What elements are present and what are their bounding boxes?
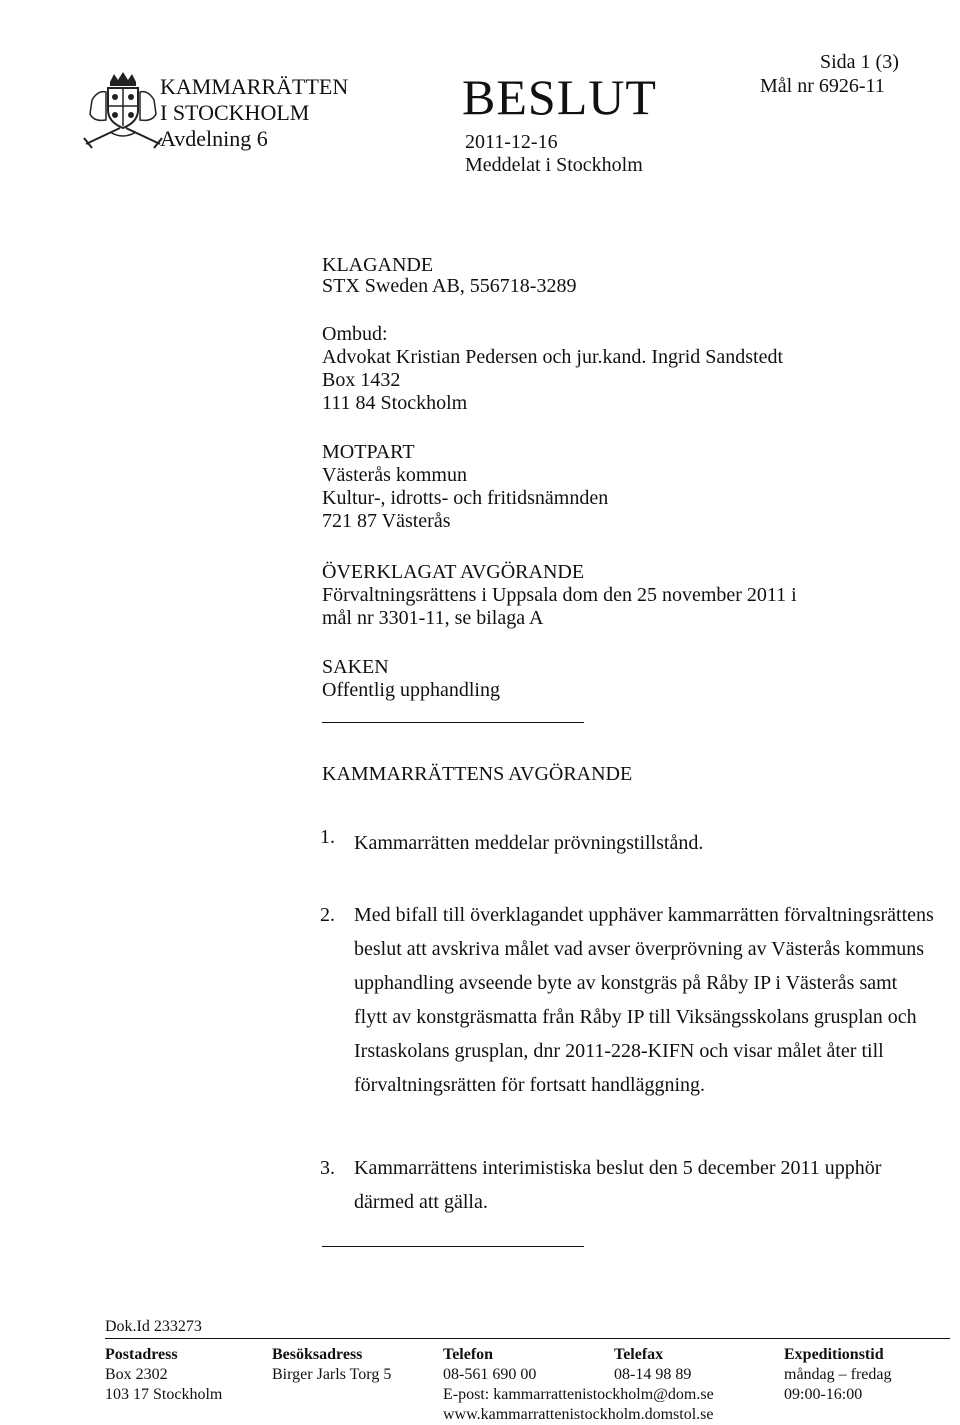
decision-item-line: Kammarrättens interimistiska beslut den 5 december 2011 upphör: [354, 1157, 882, 1179]
decision-item-number: 3.: [320, 1157, 335, 1179]
decision-item-line: upphandling avseende byte av konstgräs på Råby IP i Västerås samt: [354, 972, 898, 994]
ombud-name: Advokat Kristian Pedersen och jur.kand. Ingrid Sandstedt: [322, 346, 784, 368]
motpart-heading: MOTPART: [322, 441, 415, 463]
motpart-line3: 721 87 Västerås: [322, 510, 451, 532]
ombud-city: 111 84 Stockholm: [322, 392, 468, 414]
decision-item-line: Med bifall till överklagandet upphäver kammarrätten förvaltningsrättens: [354, 904, 934, 926]
footer-email: E-post: kammarrattenistockholm@dom.se: [443, 1386, 714, 1403]
closing-divider: [322, 1246, 584, 1247]
footer-postadress: [105, 1345, 222, 1405]
motpart-line2: Kultur-, idrotts- och fritidsnämnden: [322, 487, 609, 509]
document-type-title: BESLUT: [462, 69, 657, 125]
decision-item-line: Irstaskolans grusplan, dnr 2011-228-KIFN och visar målet åter till: [354, 1040, 884, 1062]
decision-item-line: förvaltningsrätten för fortsatt handläggning.: [354, 1074, 706, 1096]
footer-value: Box 2302: [105, 1366, 168, 1383]
ombud-box: Box 1432: [322, 369, 401, 391]
decision-date: 2011-12-16: [465, 131, 558, 153]
appealed-line2: mål nr 3301-11, se bilaga A: [322, 607, 544, 629]
document-id: Dok.Id 233273: [105, 1318, 202, 1335]
court-name-block: [160, 74, 348, 152]
decision-heading: KAMMARRÄTTENS AVGÖRANDE: [322, 763, 633, 785]
footer-value: 09:00-16:00: [784, 1386, 863, 1403]
decision-item-number: 1.: [320, 826, 335, 848]
section-divider: [322, 722, 584, 723]
footer-label: Telefax: [614, 1346, 664, 1363]
appealed-line1: Förvaltningsrättens i Uppsala dom den 25 november 2011 i: [322, 584, 797, 606]
footer-label: Postadress: [105, 1346, 178, 1363]
issued-place: Meddelat i Stockholm: [465, 154, 643, 176]
footer-website: www.kammarrattenistockholm.domstol.se: [443, 1406, 714, 1423]
klagande-heading: KLAGANDE: [322, 254, 434, 276]
motpart-line1: Västerås kommun: [322, 464, 467, 486]
court-name-line1: KAMMARRÄTTEN: [160, 74, 349, 99]
footer-label: Telefon: [443, 1346, 494, 1363]
ombud-label: Ombud:: [322, 323, 388, 345]
page-number: Sida 1 (3): [820, 51, 899, 73]
footer-value: 103 17 Stockholm: [105, 1386, 223, 1403]
decision-item-line: beslut att avskriva målet vad avser överprövning av Västerås kommuns: [354, 938, 925, 960]
klagande-name: STX Sweden AB, 556718-3289: [322, 275, 577, 297]
footer-telefax: [614, 1345, 691, 1385]
decision-item-line: Kammarrätten meddelar prövningstillstånd.: [354, 832, 704, 854]
footer-label: Expeditionstid: [784, 1346, 884, 1363]
court-name-line2: I STOCKHOLM: [160, 100, 310, 125]
court-division: Avdelning 6: [160, 126, 268, 151]
footer-value: 08-561 690 00: [443, 1366, 537, 1383]
matter-text: Offentlig upphandling: [322, 679, 500, 701]
decision-item-line: därmed att gälla.: [354, 1191, 488, 1213]
footer-value: måndag – fredag: [784, 1366, 892, 1383]
matter-heading: SAKEN: [322, 656, 389, 678]
decision-item-number: 2.: [320, 904, 335, 926]
footer-expeditionstid: [784, 1345, 892, 1405]
footer-value: 08-14 98 89: [614, 1366, 692, 1383]
court-emblem-icon: [80, 70, 166, 150]
footer-value: Birger Jarls Torg 5: [272, 1366, 392, 1383]
footer-label: Besöksadress: [272, 1346, 363, 1363]
footer-besoksadress: [272, 1345, 391, 1385]
footer-divider: [105, 1338, 950, 1339]
case-number: Mål nr 6926-11: [760, 75, 885, 97]
appealed-heading: ÖVERKLAGAT AVGÖRANDE: [322, 561, 585, 583]
decision-item-line: flytt av konstgräsmatta från Råby IP till Viksängsskolans grusplan och: [354, 1006, 917, 1028]
